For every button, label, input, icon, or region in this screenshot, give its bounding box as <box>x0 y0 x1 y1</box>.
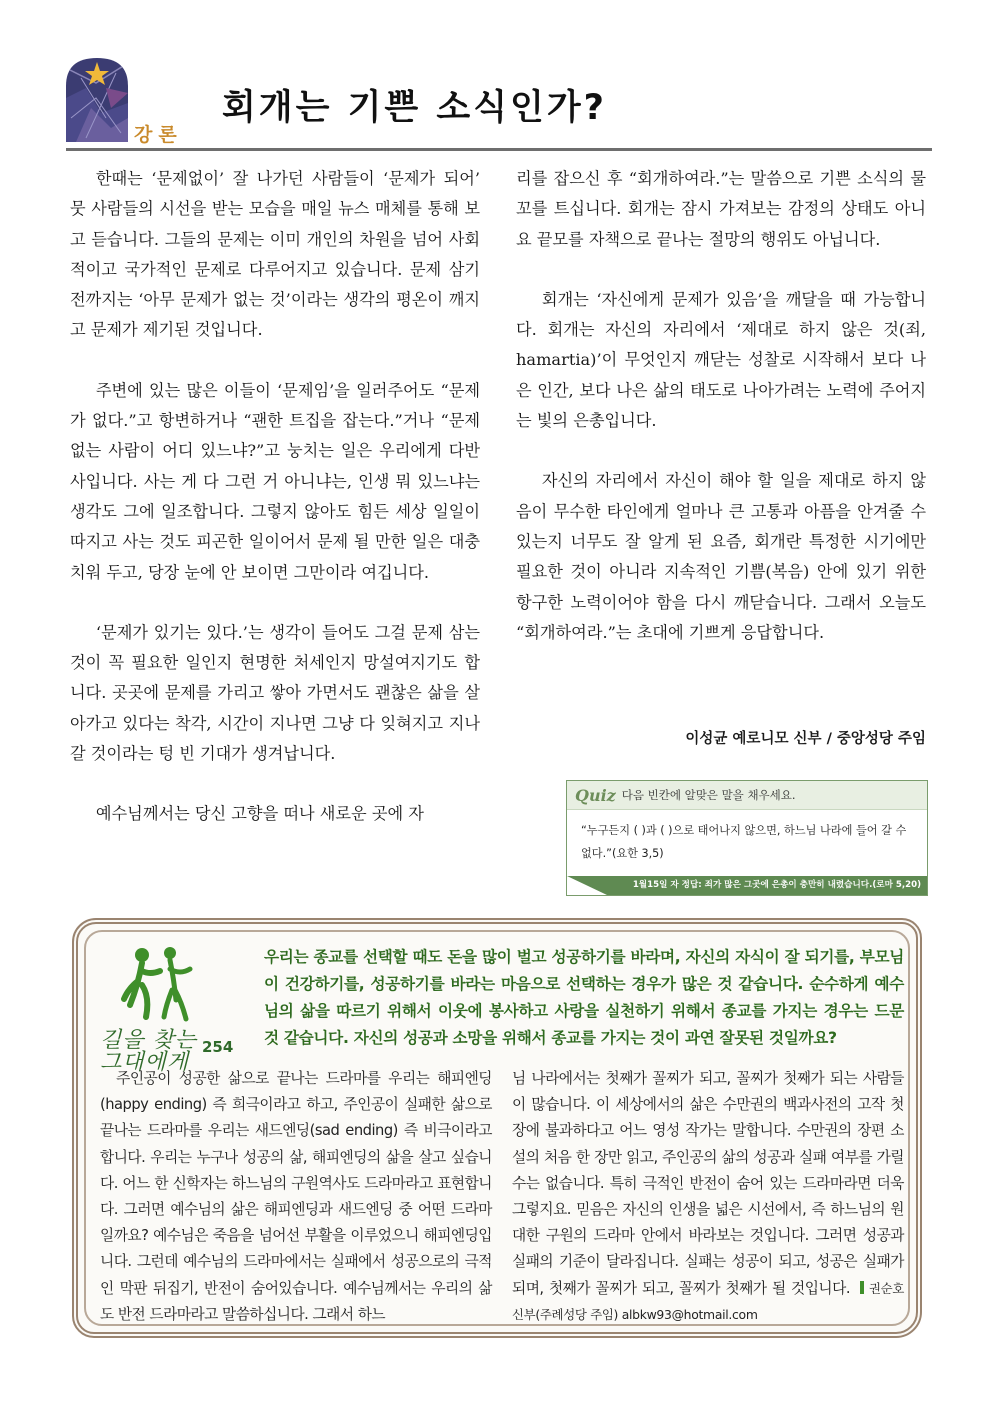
quiz-instruction: 다음 빈칸에 알맞은 말을 채우세요. <box>621 788 796 802</box>
section-label: 강론 <box>134 124 183 146</box>
quiz-header <box>567 781 927 810</box>
quiz-question: “누구든지 ( )과 ( )으로 태어나지 않으면, 하느님 나라에 들어 갈 수 없다.”(요한 3,5) <box>581 824 907 860</box>
walking-figures-icon <box>120 945 200 1023</box>
column-paragraph: 주인공이 성공한 삶으로 끝나는 드라마를 우리는 해피엔딩(happy ending) 즉 희극이라고 하고, 주인공이 실패한 삶으로 끝나는 드라마를 우리는 새드엔딩(sad ending) 즉 비극이라고 합니다. 우리는 누구나 성공의 삶, 해피엔딩의 삶을 살고 싶습니다. 어느 한 신학자는 하느님의 구원역사도 드라마라고 표현합니다. 그러면 예수님의 삶은 해피엔딩과 새드엔딩 중 어떤 드라마일까요? 예수님은 죽음을 넘어선 부활을 이루었으니 해피엔딩입니다. 그런데 예수님의 드라마에서는 실패에서 성공으로의 극적인 막판 뒤집기, 반전이 숨어있습니다. 예수님께서는 우리의 삶도 반전 드라마라고 말씀하십니다. 그래서 하느 <box>100 1070 492 1323</box>
quiz-previous-answer: 1월15일 자 정답: 죄가 많은 그곳에 은총이 충만히 내렸습니다.(로마 5,20) <box>567 876 927 895</box>
column-paragraph-text: 님 나라에서는 첫째가 꼴찌가 되고, 꼴찌가 첫째가 되는 사람들이 많습니다. 이 세상에서의 삶은 수만권의 백과사전의 고작 첫 장에 불과하다고 어느 영성 작가는 말합니다. 수만권의 장편 소설의 처음 한 장만 읽고, 주인공의 삶의 성공과 실패 여부를 가릴 수는 없습니다. 특히 극적인 반전이 숨어 있는 드라마라면 더욱 그렇지요. 믿음은 자신의 인생을 넓은 시선에서, 즉 하느님의 원대한 구원의 드라마 안에서 바라보는 것입니다. 그러면 성공과 실패의 기준이 달라집니다. 실패는 성공이 되고, 성공은 실패가 되며, 첫째가 꼴찌가 되고, 꼴찌가 첫째가 될 것입니다. <box>512 1070 904 1297</box>
column-right-text <box>512 1066 904 1328</box>
sermon-paragraph: 한때는 ‘문제없이’ 잘 나가던 사람들이 ‘문제가 되어’ 뭇 사람들의 시선을 받는 모습을 매일 뉴스 매체를 통해 보고 듣습니다. 그들의 문제는 이미 개인의 차원을 넘어 사회적이고 국가적인 문제로 다루어지고 있습니다. 문제 삼기 전까지는 ‘아무 문제가 없는 것’이라는 생각의 평온이 깨지고 문제가 제기된 것입니다. <box>70 169 480 340</box>
quiz-label: Quiz <box>575 785 616 805</box>
sermon-paragraph: 자신의 자리에서 자신이 해야 할 일을 제대로 하지 않음이 무수한 타인에게 얼마나 큰 고통과 아픔을 안겨줄 수 있는지 너무도 잘 알게 된 요즘, 회개란 특정한 시기에만 필요한 것이 아니라 지속적인 기쁨(복음) 안에 있기 위한 항구한 노력이어야 함을 다시 깨닫습니다. 그래서 오늘도 “회개하여라.”는 초대에 기쁘게 응답합니다. <box>516 471 926 642</box>
sermon-paragraph: 주변에 있는 많은 이들이 ‘문제임’을 일러주어도 “문제가 없다.”고 항변하거나 “괜한 트집을 잡는다.”거나 “문제없는 사람이 어디 있느냐?”고 눙치는 일은 우리에게 다반사입니다. 사는 게 다 그런 거 아니냐는, 인생 뭐 있느냐는 생각도 그에 일조합니다. 그렇지 않아도 힘든 세상 일일이 따지고 사는 것도 피곤한 일이어서 문제 될 만한 일은 대충 치워 두고, 당장 눈에 안 보이면 그만이라 여깁니다. <box>70 380 480 582</box>
title-divider <box>66 148 932 151</box>
sermon-paragraph: ‘문제가 있기는 있다.’는 생각이 들어도 그걸 문제 삼는 것이 꼭 필요한 일인지 현명한 처세인지 망설여지기도 합니다. 곳곳에 문제를 가리고 쌓아 가면서도 괜찮은 삶을 살아가고 있다는 착각, 시간이 지나면 그냥 다 잊혀지고 지나갈 것이라는 텅 빈 기대가 생겨납니다. <box>70 622 480 764</box>
page-title: 회개는 기쁜 소식인가? <box>222 88 607 128</box>
column-series-title: 길을 찾는 그대에게 <box>100 1028 198 1075</box>
sermon-left-column <box>70 164 480 830</box>
column-lead: 우리는 종교를 선택할 때도 돈을 많이 벌고 성공하기를 바라며, 자신의 자식이 잘 되기를, 부모님이 건강하기를, 성공하기를 바라는 마음으로 선택하는 경우가 많은 것 같습니다. 순수하게 예수님의 삶을 따르기 위해서 이웃에 봉사하고 사랑을 실천하기 위해서 종교를 가지는 경우는 드문 것 같습니다. 자신의 성공과 소망을 위해서 종교를 가지는 것이 과연 잘못된 것일까요? <box>264 948 904 1047</box>
sermon-paragraph: 예수님께서는 당신 고향을 떠나 새로운 곳에 자 <box>95 804 424 824</box>
quiz-box <box>566 780 928 896</box>
sermon-paragraph: 회개는 ‘자신에게 문제가 있음’을 깨달을 때 가능합니다. 회개는 자신의 자리에서 ‘제대로 하지 않은 것(죄, hamartia)’이 무엇인지 깨닫는 성찰로 시작해서 보다 나은 인간, 보다 나은 삶의 태도로 나아가려는 노력에 주어지는 빛의 은총입니다. <box>516 289 926 431</box>
sermon-paragraph-continued: 리를 잡으신 후 “회개하여라.”는 말씀으로 기쁜 소식의 물꼬를 트십니다. 회개는 잠시 가져보는 감정의 상태도 아니요 끝모를 자책으로 끝나는 절망의 행위도 아닙니다. <box>516 169 926 249</box>
stained-glass-logo-icon <box>66 58 128 142</box>
sermon-right-column <box>516 164 926 648</box>
sermon-author: 이성균 예로니모 신부 / 중앙성당 주임 <box>685 731 926 747</box>
column-left-text <box>100 1066 492 1328</box>
column-byline: 권순호 신부(주례성당 주임) albkw93@hotmail.com <box>512 1280 904 1322</box>
column-paragraph <box>512 1066 904 1328</box>
column-series-number: 254 <box>202 1038 234 1056</box>
byline-marker <box>860 1281 864 1294</box>
